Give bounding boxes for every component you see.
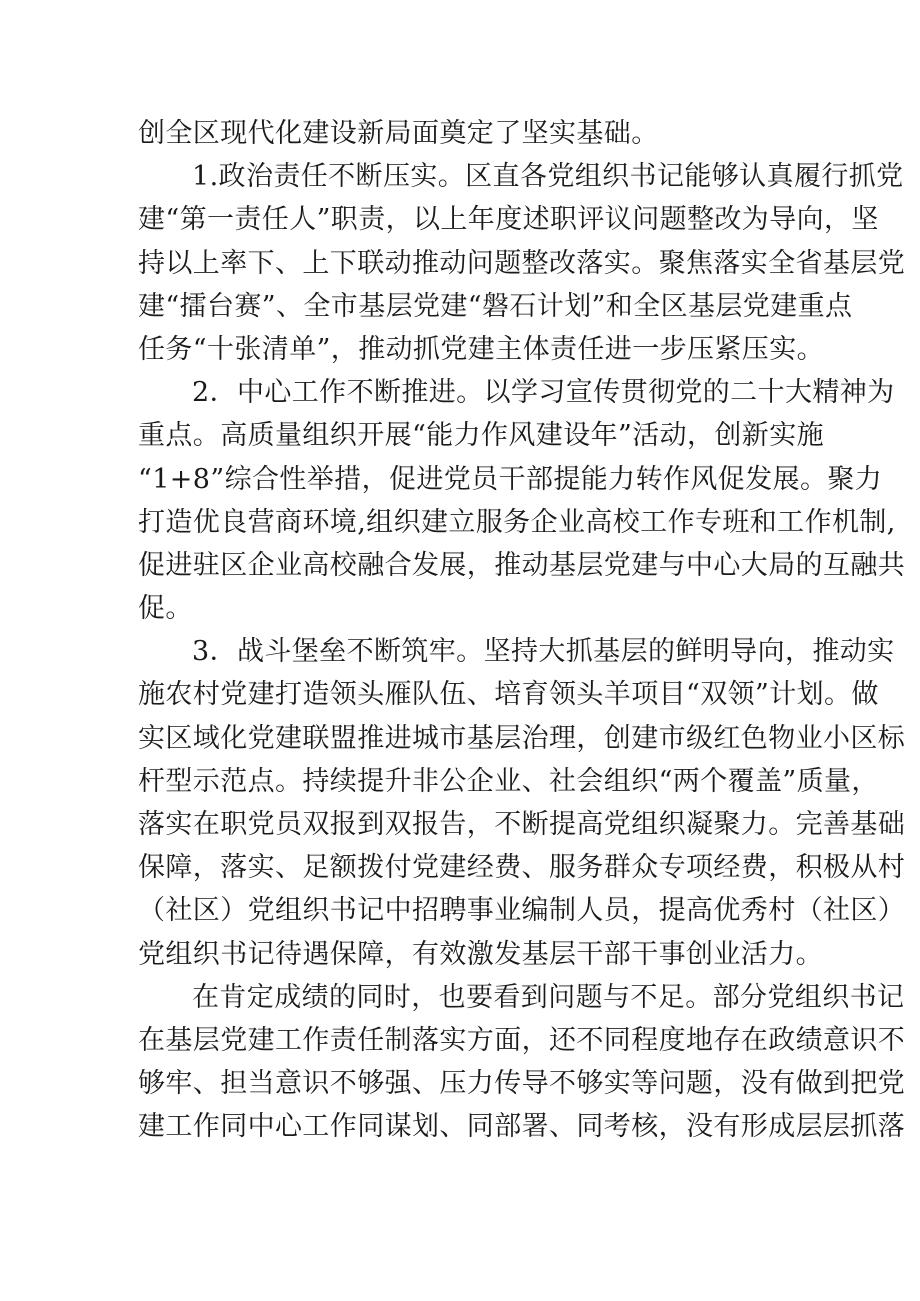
text-line: 建“第一责任人”职责，以上年度述职评议问题整改为导向，坚 [138,204,879,236]
text-line: 促进驻区企业高校融合发展，推动基层党建与中心大局的互融共 [138,549,906,581]
text-line-first: 在肯定成绩的同时，也要看到问题与不足。部分党组织书记 [192,981,905,1013]
paragraph-item-3 [138,630,906,976]
text-line: 创全区现代化建设新局面奠定了坚实基础。 [138,118,659,149]
text-line-first: 3．战斗堡垒不断筑牢。坚持大抓基层的鲜明导向，推动实 [192,636,895,668]
text-line-last: 任务“十张清单”，推动抓党建主体责任进一步压紧压实。 [138,333,825,365]
paragraph-intro-tail [138,112,810,155]
paragraph-shortcomings [138,976,906,1149]
text-line: 够牢、担当意识不够强、压力传导不够实等问题，没有做到把党 [138,1068,906,1100]
text-line-last: 党组织书记待遇保障，有效激发基层干部干事创业活力。 [138,938,823,970]
text-line: 落实在职党员双报到双报告，不断提高党组织凝聚力。完善基础 [138,809,906,840]
text-line: 杆型示范点。持续提升非公企业、社会组织“两个覆盖”质量， [138,765,879,797]
text-line-first: 2．中心工作不断推进。以学习宣传贯彻党的二十大精神为 [192,377,895,409]
text-line: （社区）党组织书记中招聘事业编制人员，提高优秀村（社区） [138,895,906,927]
document-page [138,112,906,1149]
text-line: 建工作同中心工作同谋划、同部署、同考核，没有形成层层抓落 [138,1111,906,1143]
text-line: 持以上率下、上下联动推动问题整改落实。聚焦落实全省基层党 [138,247,906,279]
text-line: 重点。高质量组织开展“能力作风建设年”活动，创新实施 [138,420,825,452]
text-line-last: 促。 [138,593,193,625]
text-line: “1+8”综合性举措，促进党员干部提能力转作风促发展。聚力 [138,463,883,495]
text-line: 实区域化党建联盟推进城市基层治理，创建市级红色物业小区标 [138,722,906,754]
paragraph-item-2 [138,371,906,630]
paragraph-item-1 [138,155,906,371]
text-line: 打造优良营商环境,组织建立服务企业高校工作专班和工作机制, [138,506,896,538]
text-line: 保障，落实、足额拨付党建经费、服务群众专项经费，积极从村 [138,852,906,884]
text-line-first: 1.政治责任不断压实。区直各党组织书记能够认真履行抓党 [192,161,904,193]
text-line: 在基层党建工作责任制落实方面，还不同程度地存在政绩意识不 [138,1024,906,1056]
text-line: 建“擂台赛”、全市基层党建“磐石计划”和全区基层党建重点 [138,290,853,322]
text-line: 施农村党建打造领头雁队伍、培育领头羊项目“双领”计划。做 [138,679,879,711]
